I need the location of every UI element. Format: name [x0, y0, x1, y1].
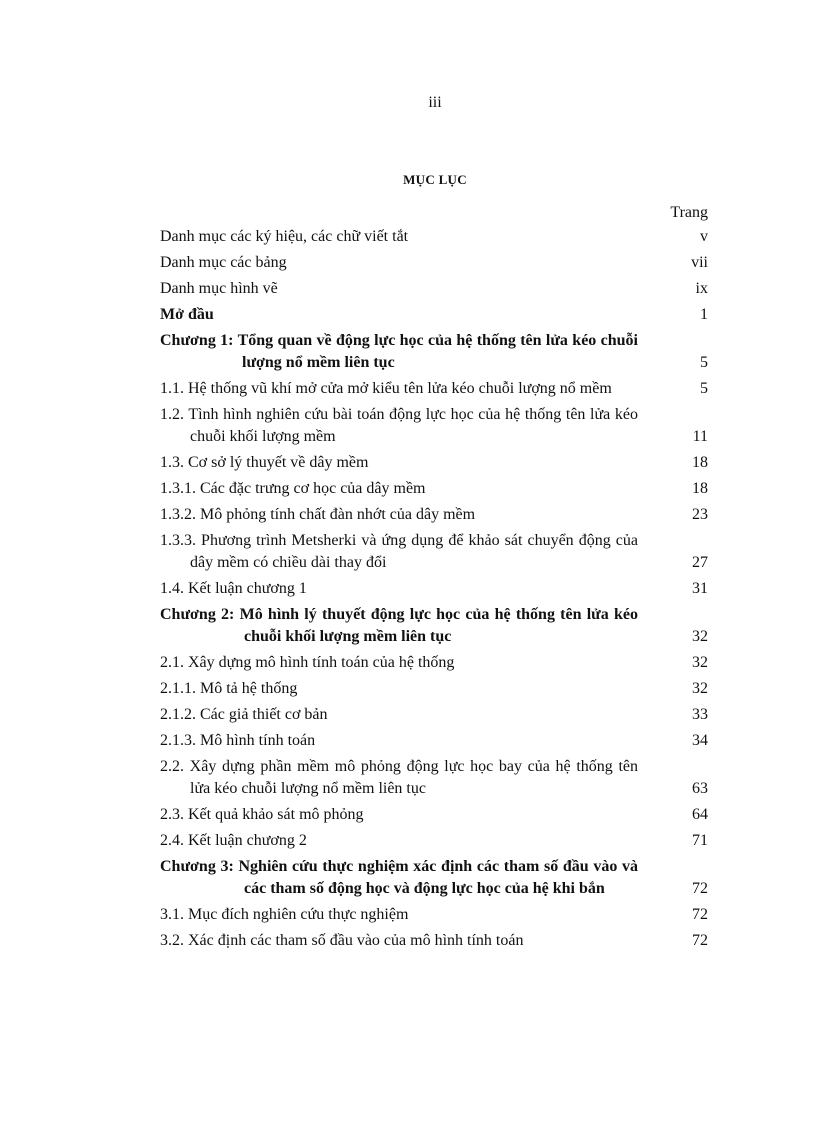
- toc-entry-page: 72: [692, 880, 708, 897]
- toc-entry-page: 18: [692, 454, 708, 471]
- toc-entry-section: [160, 904, 708, 926]
- toc-entry-page: 5: [700, 380, 708, 397]
- toc-entry-subsection: [160, 678, 708, 700]
- toc-entry-section: [160, 830, 708, 852]
- toc-entry-page: 71: [692, 832, 708, 849]
- toc-entry-text: 2.3. Kết quả khảo sát mô phỏng: [160, 806, 364, 823]
- toc-entry-chapter-1: [160, 330, 708, 374]
- toc-entry-page: 33: [692, 706, 708, 723]
- toc-entry-section: [160, 578, 708, 600]
- toc-entry-text: Danh mục các ký hiệu, các chữ viết tắt: [160, 228, 409, 245]
- toc-entry-chapter-2: [160, 604, 708, 648]
- toc-entry-page: 23: [692, 506, 708, 523]
- toc-entry-page: 1: [700, 306, 708, 323]
- toc-entry-page: 32: [692, 654, 708, 671]
- toc-entry-section: [160, 404, 708, 448]
- table-of-contents: [160, 200, 708, 956]
- toc-entry-page: 32: [692, 680, 708, 697]
- toc-entry-tables: [160, 252, 708, 274]
- toc-entry-chapter-3: [160, 856, 708, 900]
- toc-entry-text: Chương 1: Tổng quan về động lực học của hệ thống tên lửa kéo chuỗi lượng nổ mềm liên tục: [160, 332, 638, 371]
- toc-entry-page: ix: [695, 280, 708, 297]
- toc-entry-subsection: [160, 478, 708, 500]
- toc-entry-subsection: [160, 530, 708, 574]
- toc-entry-page: 32: [692, 628, 708, 645]
- toc-entry-section: [160, 378, 708, 400]
- toc-title: MỤC LỤC: [403, 172, 467, 187]
- toc-entry-page: 72: [692, 932, 708, 949]
- toc-entry-page: 64: [692, 806, 708, 823]
- toc-entry-introduction: [160, 304, 708, 326]
- toc-entry-section: [160, 804, 708, 826]
- toc-entry-subsection: [160, 730, 708, 752]
- toc-entry-text: 2.1.2. Các giả thiết cơ bản: [160, 706, 328, 723]
- toc-entry-text: Danh mục các bảng: [160, 254, 287, 271]
- toc-entry-text: 2.2. Xây dựng phần mềm mô phỏng động lực học bay của hệ thống tên lửa kéo chuỗi lượng nổ mềm liên tục: [160, 758, 638, 797]
- toc-entry-text: Mở đầu: [160, 306, 214, 323]
- toc-entry-page: 5: [700, 354, 708, 371]
- toc-entry-text: 1.2. Tình hình nghiên cứu bài toán động lực học của hệ thống tên lửa kéo chuỗi khối lượng mềm: [160, 406, 638, 445]
- toc-entry-text: 1.3.3. Phương trình Metsherki và ứng dụng để khảo sát chuyển động của dây mềm có chiều dài thay đổi: [160, 532, 638, 571]
- toc-entry-section: [160, 756, 708, 800]
- toc-entry-abbreviations: [160, 226, 708, 248]
- page-number: iii: [428, 94, 442, 111]
- toc-entry-text: 1.4. Kết luận chương 1: [160, 580, 307, 597]
- toc-entry-page: 63: [692, 780, 708, 797]
- toc-entry-page: vii: [691, 254, 708, 271]
- toc-entry-text: 3.2. Xác định các tham số đầu vào của mô hình tính toán: [160, 932, 524, 949]
- toc-entry-subsection: [160, 504, 708, 526]
- toc-entry-page: 72: [692, 906, 708, 923]
- toc-entry-section: [160, 930, 708, 952]
- toc-entry-page: v: [700, 228, 708, 245]
- toc-entry-page: 11: [692, 428, 708, 445]
- toc-entry-section: [160, 652, 708, 674]
- toc-entry-text: 2.1. Xây dựng mô hình tính toán của hệ thống: [160, 654, 455, 671]
- toc-entry-subsection: [160, 704, 708, 726]
- toc-entry-text: 3.1. Mục đích nghiên cứu thực nghiệm: [160, 906, 409, 923]
- toc-entry-text: 2.1.3. Mô hình tính toán: [160, 732, 316, 749]
- toc-entry-text: 1.3. Cơ sở lý thuyết về dây mềm: [160, 454, 369, 471]
- toc-entry-page: 27: [692, 554, 708, 571]
- toc-entry-text: Chương 2: Mô hình lý thuyết động lực học của hệ thống tên lửa kéo chuỗi khối lượng mềm liên tục: [160, 606, 638, 645]
- toc-entry-text: 1.3.2. Mô phỏng tính chất đàn nhớt của dây mềm: [160, 506, 476, 523]
- toc-entry-text: Danh mục hình vẽ: [160, 280, 278, 297]
- toc-entry-text: 2.4. Kết luận chương 2: [160, 832, 307, 849]
- toc-entry-text: 1.3.1. Các đặc trưng cơ học của dây mềm: [160, 480, 426, 497]
- toc-entry-figures: [160, 278, 708, 300]
- toc-entry-page: 31: [692, 580, 708, 597]
- page-column-header: Trang: [670, 204, 708, 221]
- toc-entry-page: 18: [692, 480, 708, 497]
- toc-entry-section: [160, 452, 708, 474]
- toc-entry-text: 1.1. Hệ thống vũ khí mở cửa mở kiểu tên lửa kéo chuỗi lượng nổ mềm: [160, 380, 612, 397]
- toc-entry-text: Chương 3: Nghiên cứu thực nghiệm xác định các tham số đầu vào và các tham số động học và động lực học của hệ khi bắn: [160, 858, 638, 897]
- toc-entry-page: 34: [692, 732, 708, 749]
- toc-entry-text: 2.1.1. Mô tả hệ thống: [160, 680, 298, 697]
